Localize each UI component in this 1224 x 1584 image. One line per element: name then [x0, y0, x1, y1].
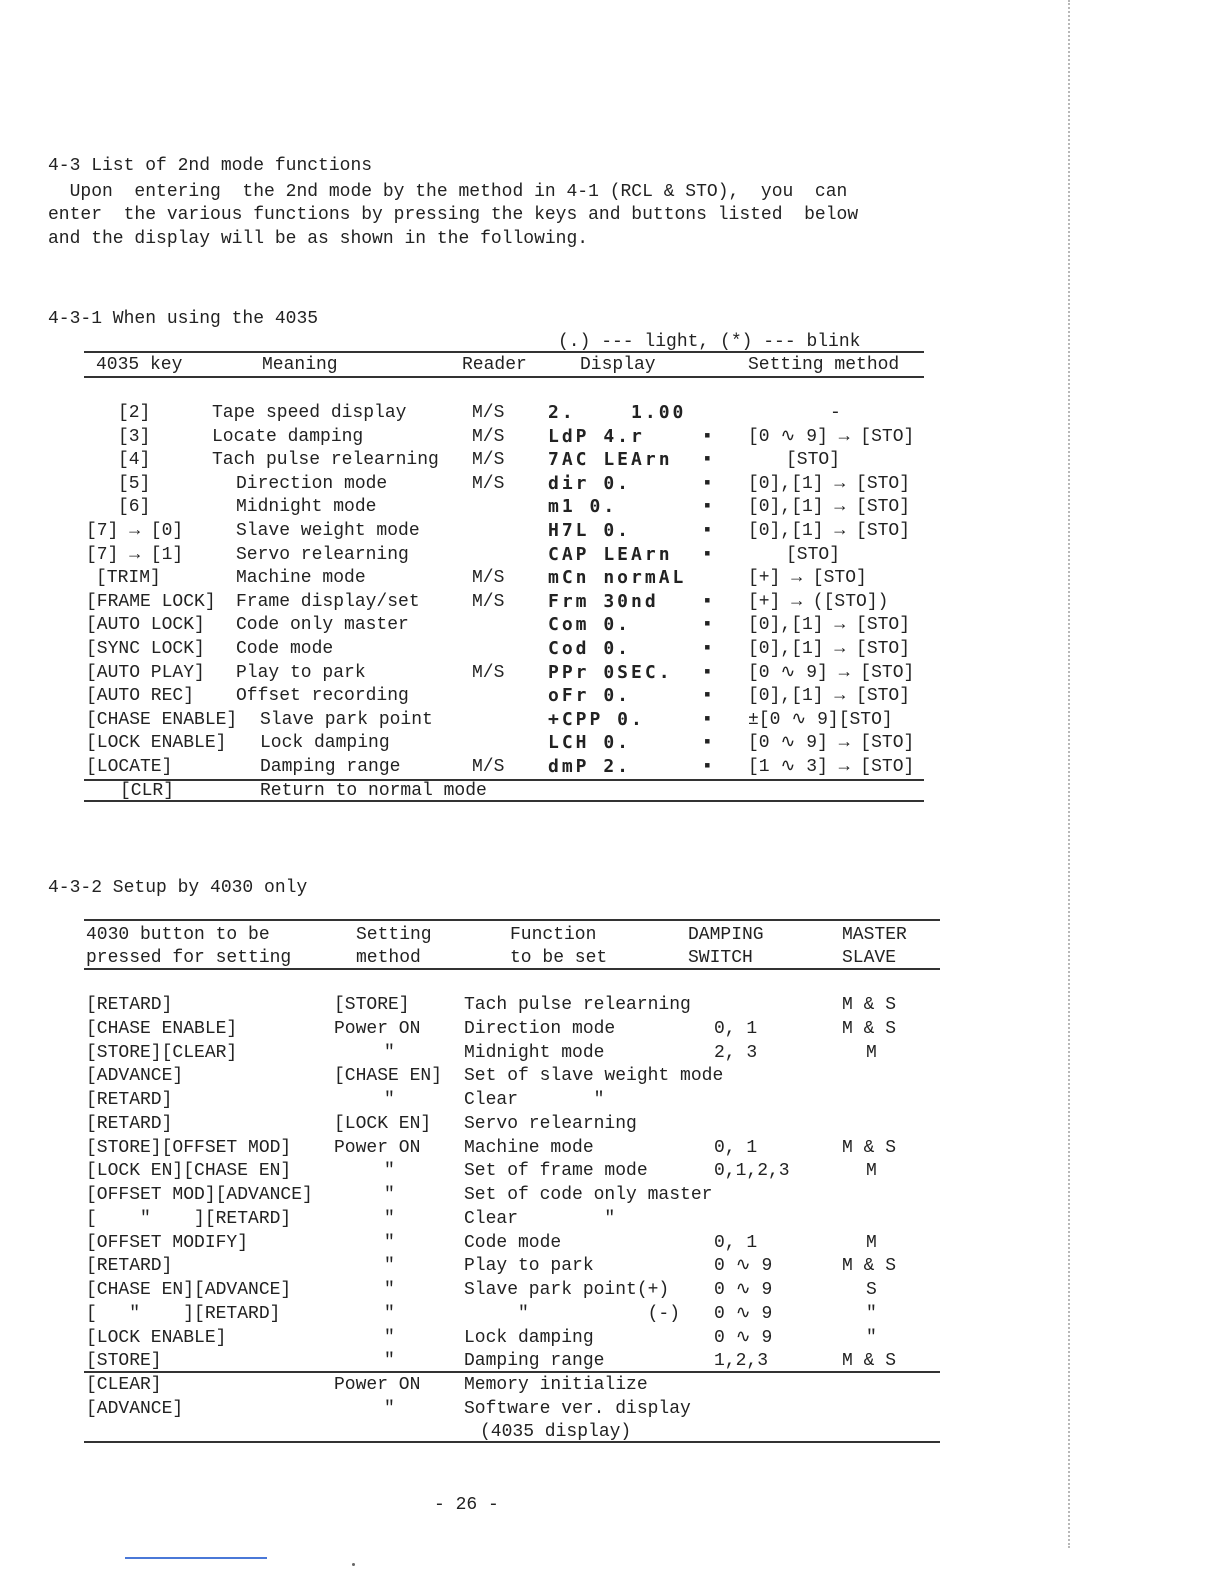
table2-method: [CHASE EN]	[334, 1066, 443, 1086]
table1-setting: [0],[1] → [STO]	[748, 497, 911, 517]
table2-function: " (-)	[464, 1304, 681, 1324]
table1-setting: ±[0 ∿ 9][STO]	[748, 710, 893, 730]
blink-marker: ▪	[702, 427, 713, 447]
table2-damping: 2, 3	[714, 1043, 758, 1063]
table2-method: Power ON	[334, 1138, 421, 1158]
table2-damping: 0 ∿ 9	[714, 1304, 773, 1324]
table2-button: [LOCK ENABLE]	[86, 1328, 227, 1348]
table2-function: Set of frame mode	[464, 1161, 648, 1181]
table2-function: Servo relearning	[464, 1114, 637, 1134]
table1-setting: [STO]	[786, 545, 841, 565]
table1-key: [AUTO REC]	[86, 686, 195, 706]
table2-button: [RETARD]	[86, 1256, 173, 1276]
table1-header-display: Display	[580, 355, 656, 375]
table1-key: [6]	[118, 497, 151, 517]
table1-reader: M/S	[472, 592, 505, 612]
table1-setting: [0 ∿ 9] → [STO]	[748, 663, 915, 683]
table1-header-meaning: Meaning	[262, 355, 338, 375]
table1-setting: [+] → [STO]	[748, 568, 867, 588]
table1-display: dmP 2.	[548, 756, 632, 777]
table2-damping: 1,2,3	[714, 1351, 769, 1371]
table1-meaning: Tach pulse relearning	[212, 450, 439, 470]
table1-setting: [0 ∿ 9] → [STO]	[748, 427, 915, 447]
table2-method: [LOCK EN]	[334, 1114, 432, 1134]
table1-display: Frm 30nd	[548, 591, 659, 612]
table1-key: [2]	[118, 403, 151, 423]
table1-meaning: Slave weight mode	[236, 521, 420, 541]
table2-header-setting-2: method	[356, 948, 421, 968]
table1-reader: M/S	[472, 403, 505, 423]
table1-key: [AUTO PLAY]	[86, 663, 205, 683]
blink-marker: ▪	[702, 733, 713, 753]
table2-function: Memory initialize	[464, 1375, 648, 1395]
blink-marker: ▪	[702, 450, 713, 470]
table2-button: [LOCK EN][CHASE EN]	[86, 1161, 292, 1181]
table1-key: [LOCK ENABLE]	[86, 733, 227, 753]
table2-method: "	[384, 1351, 395, 1371]
table2-master-slave: M & S	[842, 995, 897, 1015]
blue-underline-mark	[125, 1557, 267, 1559]
table1-display: +CPP 0.	[548, 709, 645, 730]
table1-reader: M/S	[472, 663, 505, 683]
table1-meaning: Damping range	[260, 757, 401, 777]
table2-header-damping-1: DAMPING	[688, 925, 764, 945]
table1-key: [7] → [0]	[86, 521, 184, 541]
table2-function: Slave park point(+)	[464, 1280, 670, 1300]
table2-master-slave: "	[866, 1328, 877, 1348]
table2-method: Power ON	[334, 1019, 421, 1039]
table2-method: "	[384, 1304, 395, 1324]
table2-header-damping-2: SWITCH	[688, 948, 753, 968]
table1-key: [3]	[118, 427, 151, 447]
table1-key: [FRAME LOCK]	[86, 592, 216, 612]
table2-method: "	[384, 1399, 395, 1419]
table2-note: (4035 display)	[480, 1422, 632, 1442]
table1-display: oFr 0.	[548, 685, 632, 706]
table2-method: "	[384, 1043, 395, 1063]
table1-setting: [0],[1] → [STO]	[748, 521, 911, 541]
table2-function: Clear "	[464, 1090, 605, 1110]
table2-top-rule	[84, 919, 940, 921]
intro-line-3: and the display will be as shown in the following.	[48, 229, 589, 249]
table1-legend: (.) --- light, (*) --- blink	[558, 332, 861, 352]
table2-function: Set of slave weight mode	[464, 1066, 724, 1086]
table2-master-slave: M & S	[842, 1351, 897, 1371]
table2-button: [ADVANCE]	[86, 1066, 184, 1086]
blink-marker: ▪	[702, 521, 713, 541]
table1-meaning: Locate damping	[212, 427, 364, 447]
table1-meaning: Machine mode	[236, 568, 366, 588]
table1-meaning: Play to park	[236, 663, 366, 683]
table2-button: [OFFSET MODIFY]	[86, 1233, 249, 1253]
table2-header-function-1: Function	[510, 925, 597, 945]
table2-button: [ " ][RETARD]	[86, 1209, 292, 1229]
table2-damping: 0 ∿ 9	[714, 1280, 773, 1300]
blink-marker: ▪	[702, 639, 713, 659]
table1-key: [4]	[118, 450, 151, 470]
table2-master-slave: M & S	[842, 1138, 897, 1158]
table1-display: LCH 0.	[548, 732, 632, 753]
blink-marker: ▪	[702, 545, 713, 565]
table1-display: dir 0.	[548, 473, 632, 494]
table1-key: [LOCATE]	[86, 757, 173, 777]
table1-meaning: Return to normal mode	[260, 781, 487, 801]
table2-master-slave: S	[866, 1280, 877, 1300]
table2-damping: 0,1,2,3	[714, 1161, 790, 1181]
table1-key: [SYNC LOCK]	[86, 639, 205, 659]
table1-reader: M/S	[472, 568, 505, 588]
table1-meaning: Servo relearning	[236, 545, 409, 565]
table1-setting: [0],[1] → [STO]	[748, 474, 911, 494]
table1-key: [CLR]	[120, 781, 175, 801]
table1-reader: M/S	[472, 427, 505, 447]
section-title: 4-3 List of 2nd mode functions	[48, 156, 373, 176]
blink-marker: ▪	[702, 686, 713, 706]
table2-button: [CHASE ENABLE]	[86, 1019, 238, 1039]
table2-method: [STORE]	[334, 995, 410, 1015]
table1-header-rule	[84, 376, 924, 378]
table2-function: Damping range	[464, 1351, 605, 1371]
table2-damping: 0, 1	[714, 1233, 758, 1253]
table2-master-slave: M & S	[842, 1256, 897, 1276]
table1-setting: [0],[1] → [STO]	[748, 686, 911, 706]
table2-function: Midnight mode	[464, 1043, 605, 1063]
table1-display: m1 0.	[548, 496, 618, 517]
table1-lower-rule	[84, 779, 924, 781]
table2-button: [OFFSET MOD][ADVANCE]	[86, 1185, 313, 1205]
table2-button: [STORE][CLEAR]	[86, 1043, 238, 1063]
table1-meaning: Slave park point	[260, 710, 433, 730]
table2-header-rule	[84, 968, 940, 970]
table1-display: Cod 0.	[548, 638, 632, 659]
table1-display: 2. 1.00	[548, 402, 687, 423]
blink-marker: ▪	[702, 497, 713, 517]
table1-display: H7L 0.	[548, 520, 632, 541]
table2-function: Code mode	[464, 1233, 562, 1253]
table1-display: CAP LEArn	[548, 544, 673, 565]
table2-function: Clear "	[464, 1209, 616, 1229]
table2-function: Direction mode	[464, 1019, 616, 1039]
table2-master-slave: M & S	[842, 1019, 897, 1039]
table2-function: Lock damping	[464, 1328, 594, 1348]
table2-method: "	[384, 1233, 395, 1253]
table2-method: "	[384, 1161, 395, 1181]
table2-damping: 0 ∿ 9	[714, 1328, 773, 1348]
table2-function: Tach pulse relearning	[464, 995, 691, 1015]
table2-header-button-2: pressed for setting	[86, 948, 292, 968]
table1-meaning: Lock damping	[260, 733, 390, 753]
table1-bottom-rule	[84, 800, 924, 802]
table2-function: Software ver. display	[464, 1399, 691, 1419]
table1-key: [7] → [1]	[86, 545, 184, 565]
table1-display: 7AC LEArn	[548, 449, 673, 470]
table2-method: "	[384, 1328, 395, 1348]
table2-method: "	[384, 1090, 395, 1110]
speck	[352, 1563, 355, 1566]
table1-key: [5]	[118, 474, 151, 494]
table1-header-key: 4035 key	[96, 355, 183, 375]
table1-header-reader: Reader	[462, 355, 527, 375]
table2-master-slave: M	[866, 1161, 877, 1181]
table2-header-function-2: to be set	[510, 948, 608, 968]
table2-button: [CHASE EN][ADVANCE]	[86, 1280, 292, 1300]
table2-method: "	[384, 1280, 395, 1300]
table1-meaning: Frame display/set	[236, 592, 420, 612]
table1-setting: [STO]	[786, 450, 841, 470]
blink-marker: ▪	[702, 615, 713, 635]
table2-function: Play to park	[464, 1256, 594, 1276]
table1-setting: [0],[1] → [STO]	[748, 639, 911, 659]
table2-method: "	[384, 1209, 395, 1229]
table1-display: mCn normAL	[548, 567, 687, 588]
table1-reader: M/S	[472, 474, 505, 494]
page-number: - 26 -	[434, 1495, 499, 1515]
table2-header-setting-1: Setting	[356, 925, 432, 945]
table2-method: Power ON	[334, 1375, 421, 1395]
table1-setting: [+] → ([STO])	[748, 592, 889, 612]
table1-meaning: Code mode	[236, 639, 334, 659]
table2-method: "	[384, 1256, 395, 1276]
table1-top-rule	[84, 351, 924, 353]
table1-setting: [0],[1] → [STO]	[748, 615, 911, 635]
intro-line-1: Upon entering the 2nd mode by the method in 4-1 (RCL & STO), you can	[48, 182, 848, 202]
table1-key: [TRIM]	[96, 568, 161, 588]
table1-display: LdP 4.r	[548, 426, 645, 447]
table1-display: PPr 0SEC.	[548, 662, 673, 683]
table1-meaning: Code only master	[236, 615, 409, 635]
table2-bottom-rule	[84, 1441, 940, 1443]
table2-middle-rule	[84, 1371, 940, 1373]
table2-button: [RETARD]	[86, 995, 173, 1015]
table1-key: [AUTO LOCK]	[86, 615, 205, 635]
table2-master-slave: M	[866, 1233, 877, 1253]
table1-display: Com 0.	[548, 614, 632, 635]
table1-meaning: Direction mode	[236, 474, 388, 494]
table1-title: 4-3-1 When using the 4035	[48, 309, 319, 329]
intro-line-2: enter the various functions by pressing the keys and buttons listed below	[48, 205, 859, 225]
blink-marker: ▪	[702, 474, 713, 494]
table2-title: 4-3-2 Setup by 4030 only	[48, 878, 308, 898]
table1-meaning: Tape speed display	[212, 403, 407, 423]
table1-setting: -	[830, 403, 841, 423]
page-edge-dotted-line	[1068, 0, 1070, 1548]
table2-header-master-2: SLAVE	[842, 948, 897, 968]
table1-header-setting: Setting method	[748, 355, 900, 375]
table2-header-master-1: MASTER	[842, 925, 907, 945]
table2-button: [ADVANCE]	[86, 1399, 184, 1419]
table2-method: "	[384, 1185, 395, 1205]
table2-button: [RETARD]	[86, 1114, 173, 1134]
blink-marker: ▪	[702, 710, 713, 730]
table2-button: [ " ][RETARD]	[86, 1304, 281, 1324]
table2-button: [STORE][OFFSET MOD]	[86, 1138, 292, 1158]
table1-setting: [0 ∿ 9] → [STO]	[748, 733, 915, 753]
table1-reader: M/S	[472, 757, 505, 777]
table1-setting: [1 ∿ 3] → [STO]	[748, 757, 915, 777]
table1-reader: M/S	[472, 450, 505, 470]
table2-header-button-1: 4030 button to be	[86, 925, 270, 945]
table2-button: [RETARD]	[86, 1090, 173, 1110]
table2-button: [CLEAR]	[86, 1375, 162, 1395]
table2-master-slave: "	[866, 1304, 877, 1324]
table1-meaning: Midnight mode	[236, 497, 377, 517]
table1-key: [CHASE ENABLE]	[86, 710, 238, 730]
table2-button: [STORE]	[86, 1351, 162, 1371]
table2-function: Machine mode	[464, 1138, 594, 1158]
table2-damping: 0, 1	[714, 1138, 758, 1158]
blink-marker: ▪	[702, 592, 713, 612]
table2-function: Set of code only master	[464, 1185, 713, 1205]
blink-marker: ▪	[702, 757, 713, 777]
table1-meaning: Offset recording	[236, 686, 409, 706]
table2-master-slave: M	[866, 1043, 877, 1063]
table2-damping: 0 ∿ 9	[714, 1256, 773, 1276]
blink-marker: ▪	[702, 663, 713, 683]
table2-damping: 0, 1	[714, 1019, 758, 1039]
